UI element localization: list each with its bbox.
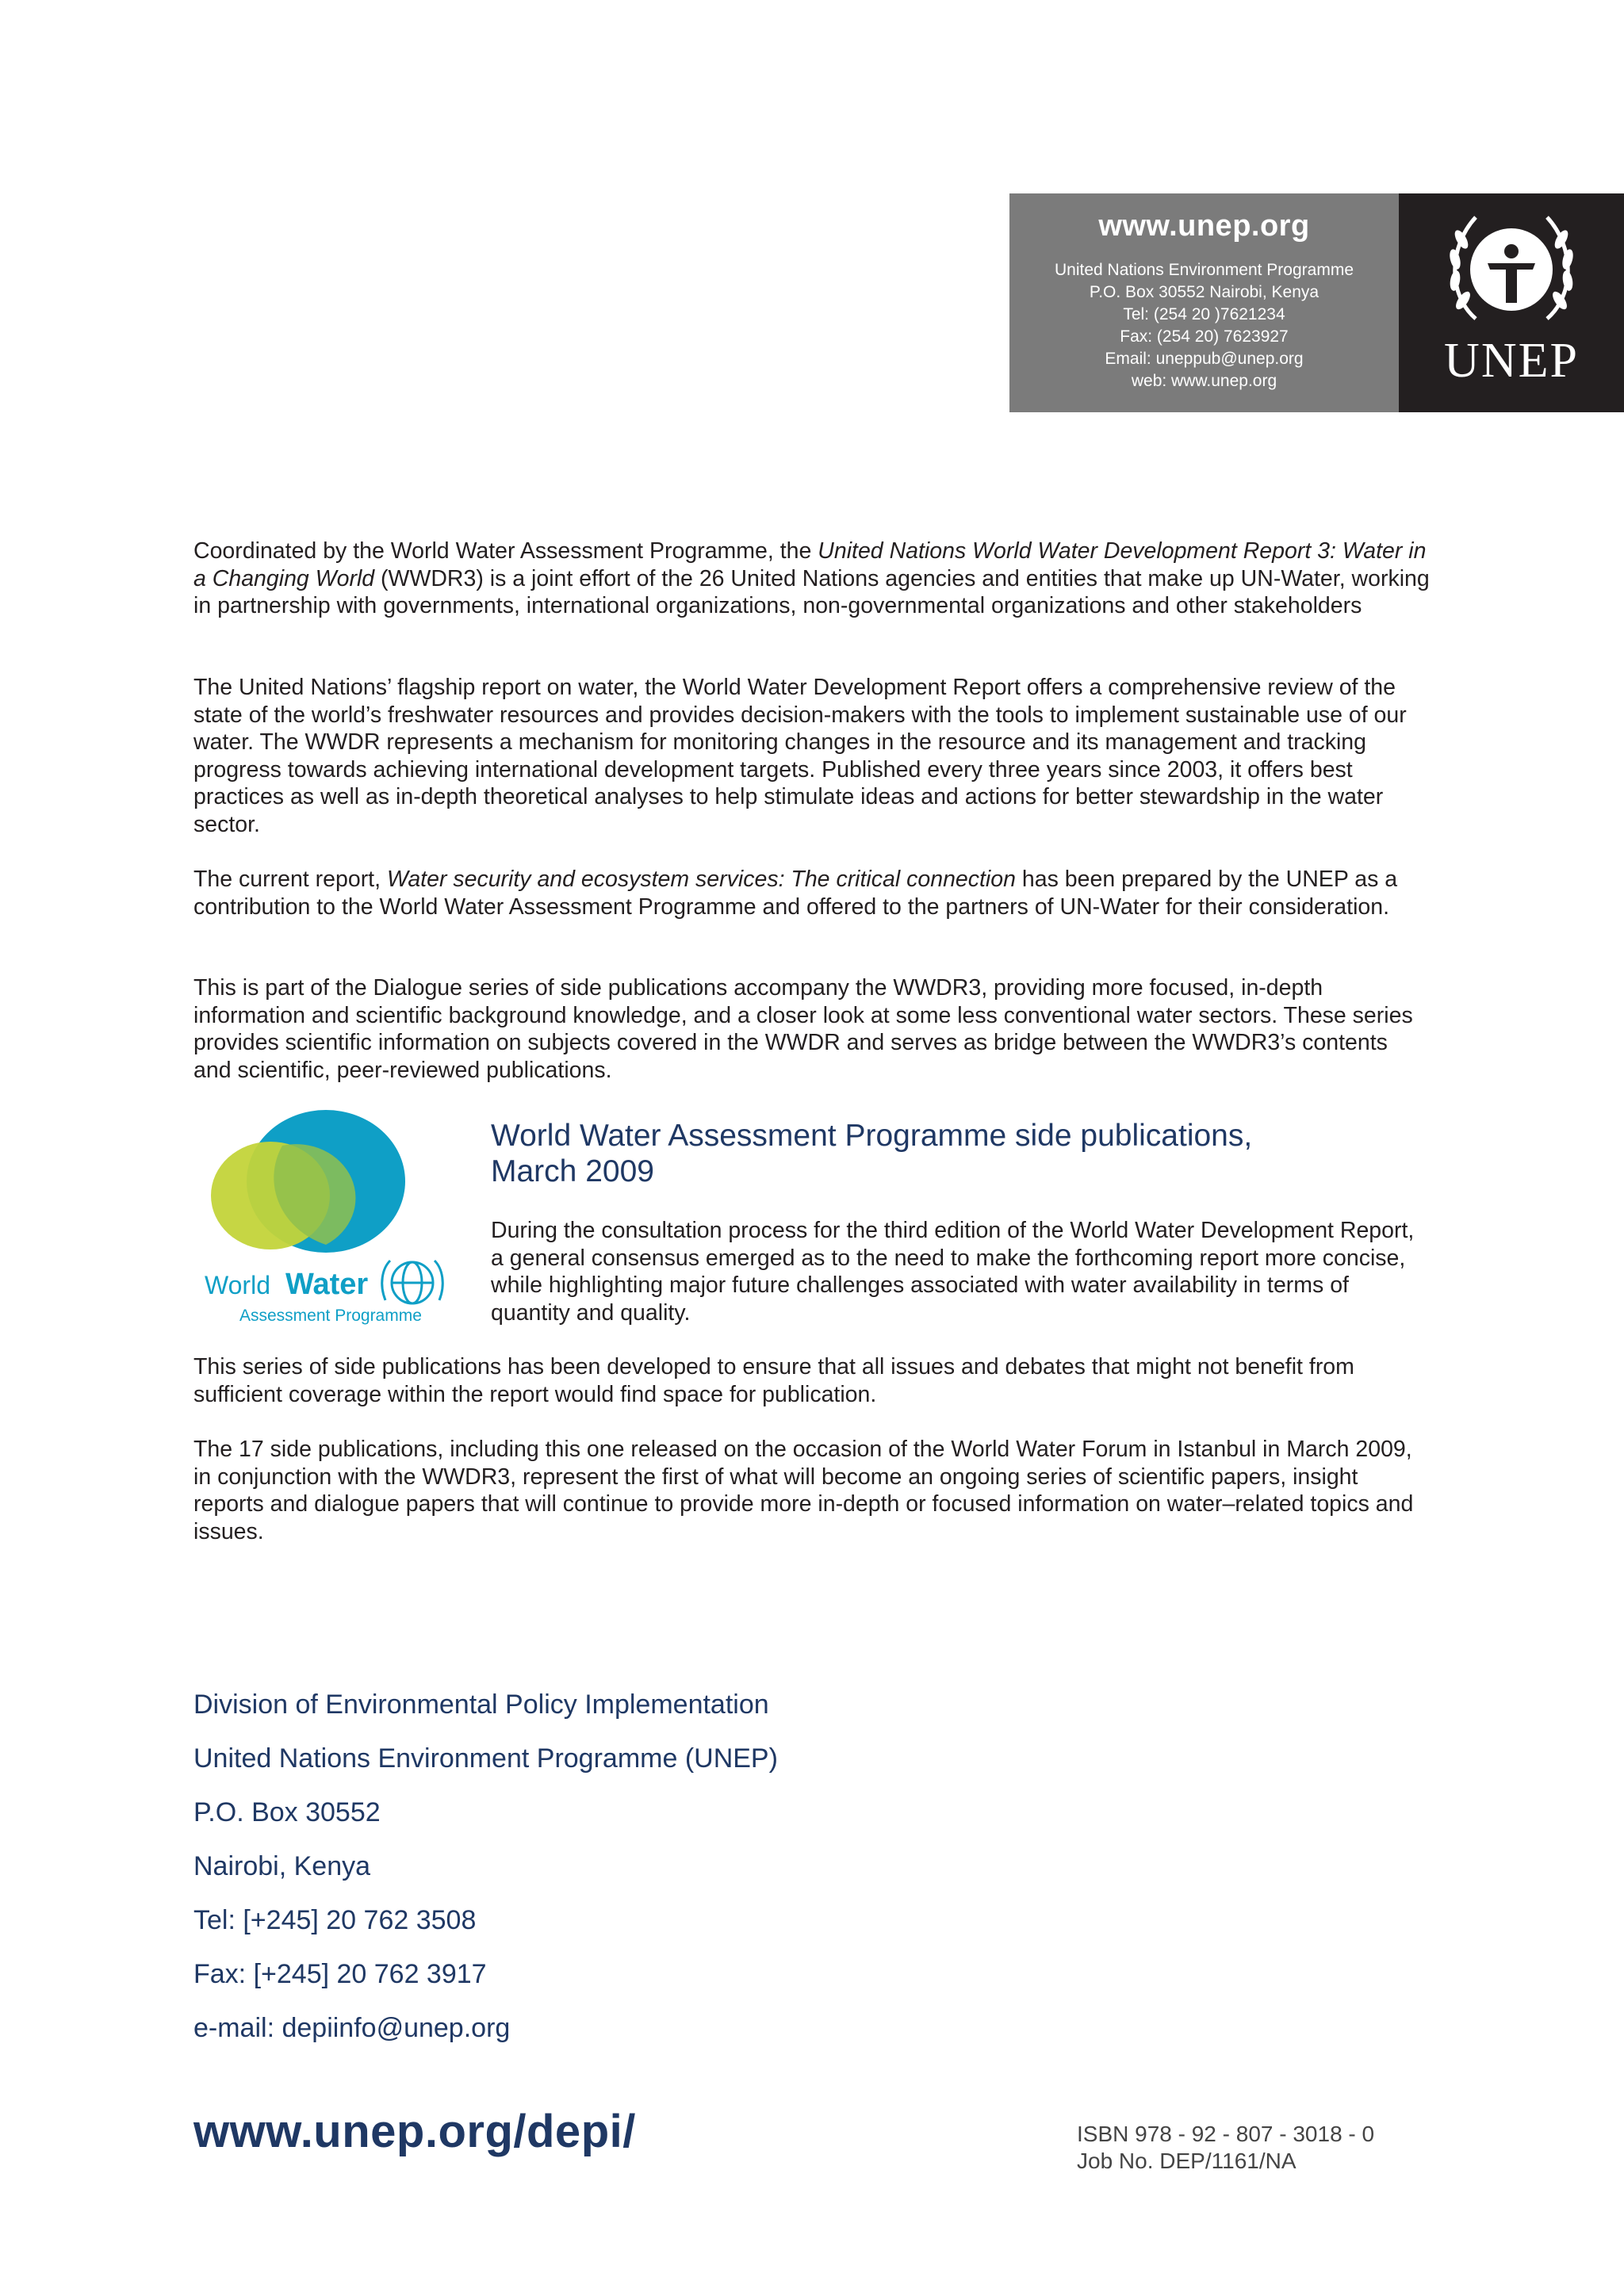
world-water-assessment-logo — [203, 1110, 457, 1336]
side-series-paragraph: This series of side publications has been developed to ensure that all issues and debates that might not benefit from sufficient coverage within the report would find space for publication. — [193, 1354, 1354, 1407]
address-email[interactable]: e-mail: depiinfo@unep.org — [193, 2013, 511, 2043]
wwap-logo-sub: Assessment Programme — [239, 1307, 422, 1325]
intro-text: Coordinated by the World Water Assessment Programme, the — [193, 538, 818, 564]
contact-line: United Nations Environment Programme — [1055, 261, 1354, 279]
dialogue-paragraph: This is part of the Dialogue series of side publications accompany the WWDR3, providing more focused, in-depth information and scientific background knowledge, and a closer look at some less conventional water sectors. These series provides scientific information on subjects covered in the WWDR and serves as bridge between the WWDR3’s contents and scientific, peer-reviewed publications. — [193, 975, 1413, 1083]
contact-line: P.O. Box 30552 Nairobi, Kenya — [1089, 283, 1320, 301]
current-report-text: The current report, — [193, 867, 387, 892]
intro-text-cont: (WWDR3) is a joint effort of the 26 United Nations agencies and entities that make up UN-Water, working in partnership with governments, international organizations, non-governmental organizations and other stakeholders — [193, 565, 1430, 618]
unep-wordmark: UNEP — [1444, 334, 1579, 388]
wwap-logo-word2: Water — [285, 1268, 369, 1301]
isbn-block — [1077, 2121, 1374, 2175]
contact-line: Fax: (254 20) 7623927 — [1120, 327, 1289, 346]
address-line: P.O. Box 30552 — [193, 1797, 381, 1827]
contact-email[interactable]: Email: uneppub@unep.org — [1105, 350, 1304, 368]
report-title: United Nations World Water Development Report 3: Water in a Changing World — [193, 538, 1427, 591]
address-tel: Tel: [+245] 20 762 3508 — [193, 1905, 477, 1935]
address-line: United Nations Environment Programme (UNEP) — [193, 1743, 778, 1774]
intro-paragraph — [193, 538, 1431, 620]
address-line: Division of Environmental Policy Implementation — [193, 1689, 769, 1720]
depi-address — [193, 1689, 778, 2066]
un-laurel-emblem-icon — [1444, 208, 1579, 327]
wwap-title-line2: March 2009 — [491, 1154, 654, 1188]
current-report-title: Water security and ecosystem services: The critical connection — [386, 867, 1016, 892]
wwap-side-title — [491, 1118, 1403, 1189]
contact-web[interactable]: web: www.unep.org — [1131, 372, 1277, 390]
un-globe-icon — [382, 1261, 443, 1303]
wwap-consultation-paragraph: During the consultation process for the third edition of the World Water Development Report, a general consensus emerged as to the need to make the forthcoming report more concise, while highlighting major future challenges associated with water availability in terms of quantity and quality. — [491, 1218, 1415, 1326]
address-line: Nairobi, Kenya — [193, 1851, 371, 1881]
unep-site-link[interactable]: www.unep.org — [1098, 209, 1310, 243]
isbn-number: ISBN 978 - 92 - 807 - 3018 - 0 — [1077, 2122, 1375, 2146]
job-number: Job No. DEP/1161/NA — [1077, 2149, 1297, 2173]
contact-line: Tel: (254 20 )7621234 — [1123, 305, 1285, 323]
wwap-logo-word1: World — [205, 1271, 270, 1299]
address-fax: Fax: [+245] 20 762 3917 — [193, 1959, 487, 1989]
unep-contact-box — [1009, 193, 1399, 412]
flagship-paragraph: The United Nations’ flagship report on water, the World Water Development Report offers a comprehensive review of the state of the world’s freshwater resources and provides decision-makers with the tools to implement sustainable use of our water. The WWDR represents a mechanism for monitoring changes in the resource and its management and tracking progress towards achieving international development targets. Published every three years since 2003, it offers best practices as well as in-depth theoretical analyses to help stimulate ideas and actions for better stewardship in the water sector. — [193, 675, 1407, 837]
unep-logo — [1399, 193, 1624, 412]
wwap-title-line1: World Water Assessment Programme side publications, — [491, 1119, 1253, 1153]
side-publications-paragraph: The 17 side publications, including this one released on the occasion of the World Water Forum in Istanbul in March 2009, in conjunction with the WWDR3, represent the first of what will become an ongoing series of scientific papers, insight reports and dialogue papers that will continue to provide more in-depth or focused information on water–related topics and issues. — [193, 1437, 1414, 1544]
current-report-text-cont: has been prepared by the UNEP as a contribution to the World Water Assessment Programme and offered to the partners of UN-Water for their consideration. — [193, 867, 1398, 920]
depi-url-link[interactable]: www.unep.org/depi/ — [193, 2106, 636, 2157]
current-report-paragraph — [193, 866, 1431, 920]
